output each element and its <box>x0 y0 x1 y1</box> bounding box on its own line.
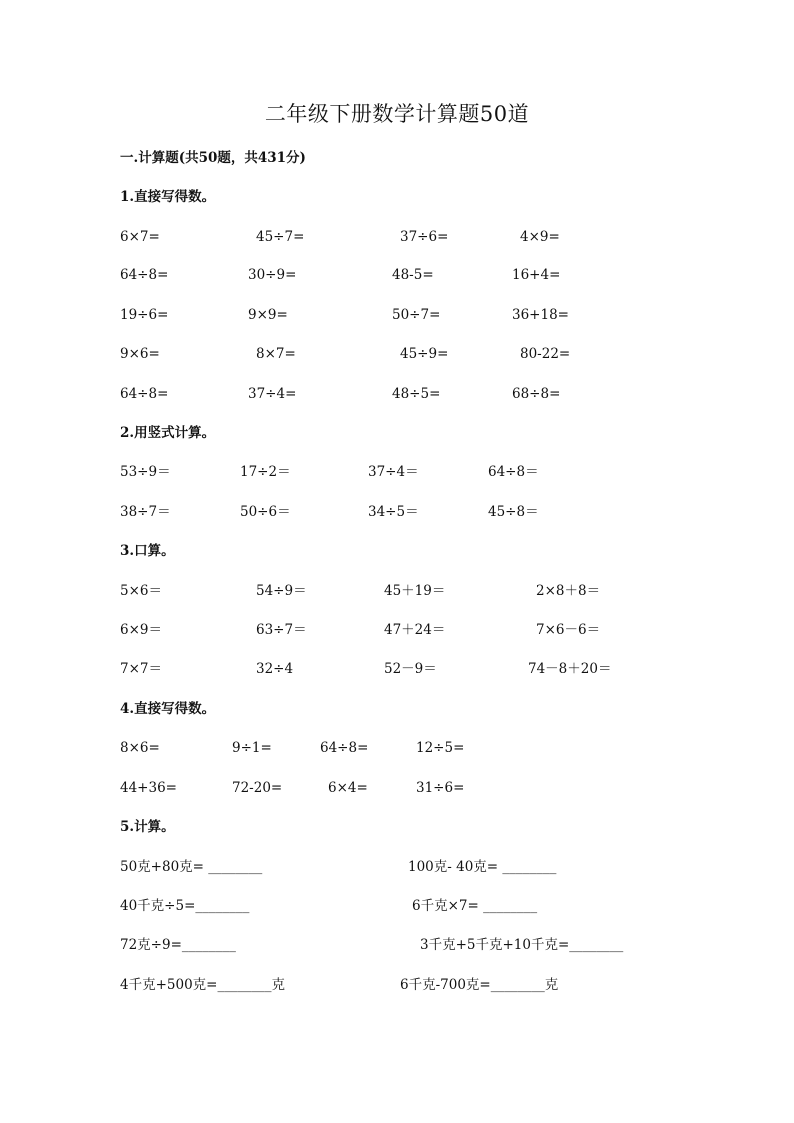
q1-item: 4×9= <box>520 229 560 245</box>
q3-item: 2×8＋8＝ <box>536 583 601 599</box>
q3-item: 45＋19＝ <box>384 583 446 599</box>
q1-item: 45÷7= <box>256 229 305 245</box>
q4-item: 12÷5= <box>416 740 465 756</box>
q1-item: 68÷8= <box>512 386 561 402</box>
q3-item: 7×6－6＝ <box>536 622 601 638</box>
q4-item: 72-20= <box>232 780 283 796</box>
page-title: 二年级下册数学计算题50道 <box>264 102 530 126</box>
q3-item: 54÷9＝ <box>256 583 307 599</box>
q1-item: 6×7= <box>120 229 160 245</box>
question-1-heading: 1.直接写得数。 <box>120 189 216 205</box>
q1-item: 48÷5= <box>392 386 441 402</box>
q4-item: 9÷1= <box>232 740 272 756</box>
question-3-heading: 3.口算。 <box>120 543 175 559</box>
q1-item: 36+18= <box>512 307 569 323</box>
q3-item: 5×6＝ <box>120 583 162 599</box>
q3-item: 74－8＋20＝ <box>528 661 612 677</box>
q2-item: 53÷9＝ <box>120 464 171 480</box>
q1-item: 8×7= <box>256 346 296 362</box>
q5-item: 4千克+500克=________克 <box>120 977 285 993</box>
q4-item: 8×6= <box>120 740 160 756</box>
q1-item: 64÷8= <box>120 386 169 402</box>
q1-item: 37÷4= <box>248 386 297 402</box>
q5-item: 6千克-700克=________克 <box>400 977 559 993</box>
q5-item: 40千克÷5=________ <box>120 898 250 914</box>
q2-item: 17÷2＝ <box>240 464 291 480</box>
q2-item: 34÷5＝ <box>368 504 419 520</box>
question-2-heading: 2.用竖式计算。 <box>120 425 216 441</box>
q1-item: 37÷6= <box>400 229 449 245</box>
q1-item: 16+4= <box>512 267 561 283</box>
q5-item: 72克÷9=________ <box>120 937 236 953</box>
q1-item: 9×6= <box>120 346 160 362</box>
section-header: 一.计算题(共50题，共431分) <box>120 150 306 166</box>
q3-item: 47＋24＝ <box>384 622 446 638</box>
q1-item: 45÷9= <box>400 346 449 362</box>
q1-item: 19÷6= <box>120 307 169 323</box>
q1-item: 9×9= <box>248 307 288 323</box>
q1-item: 48-5= <box>392 267 434 283</box>
q5-item: 3千克+5千克+10千克=________ <box>420 937 624 953</box>
q2-item: 45÷8＝ <box>488 504 539 520</box>
q4-item: 6×4= <box>328 780 368 796</box>
q2-item: 64÷8＝ <box>488 464 539 480</box>
q3-item: 32÷4 <box>256 661 294 677</box>
q3-item: 63÷7＝ <box>256 622 307 638</box>
q3-item: 6×9＝ <box>120 622 162 638</box>
q1-item: 80-22= <box>520 346 571 362</box>
q1-item: 50÷7= <box>392 307 441 323</box>
q4-item: 64÷8= <box>320 740 369 756</box>
q2-item: 50÷6＝ <box>240 504 291 520</box>
q1-item: 30÷9= <box>248 267 297 283</box>
q2-item: 37÷4＝ <box>368 464 419 480</box>
q1-item: 64÷8= <box>120 267 169 283</box>
q2-item: 38÷7＝ <box>120 504 171 520</box>
question-4-heading: 4.直接写得数。 <box>120 701 216 717</box>
q5-item: 6千克×7= ________ <box>412 898 538 914</box>
q5-item: 50克+80克= ________ <box>120 859 263 875</box>
q4-item: 31÷6= <box>416 780 465 796</box>
q4-item: 44+36= <box>120 780 177 796</box>
q3-item: 7×7＝ <box>120 661 162 677</box>
q5-item: 100克- 40克= ________ <box>408 859 557 875</box>
q3-item: 52－9＝ <box>384 661 437 677</box>
question-5-heading: 5.计算。 <box>120 819 175 835</box>
